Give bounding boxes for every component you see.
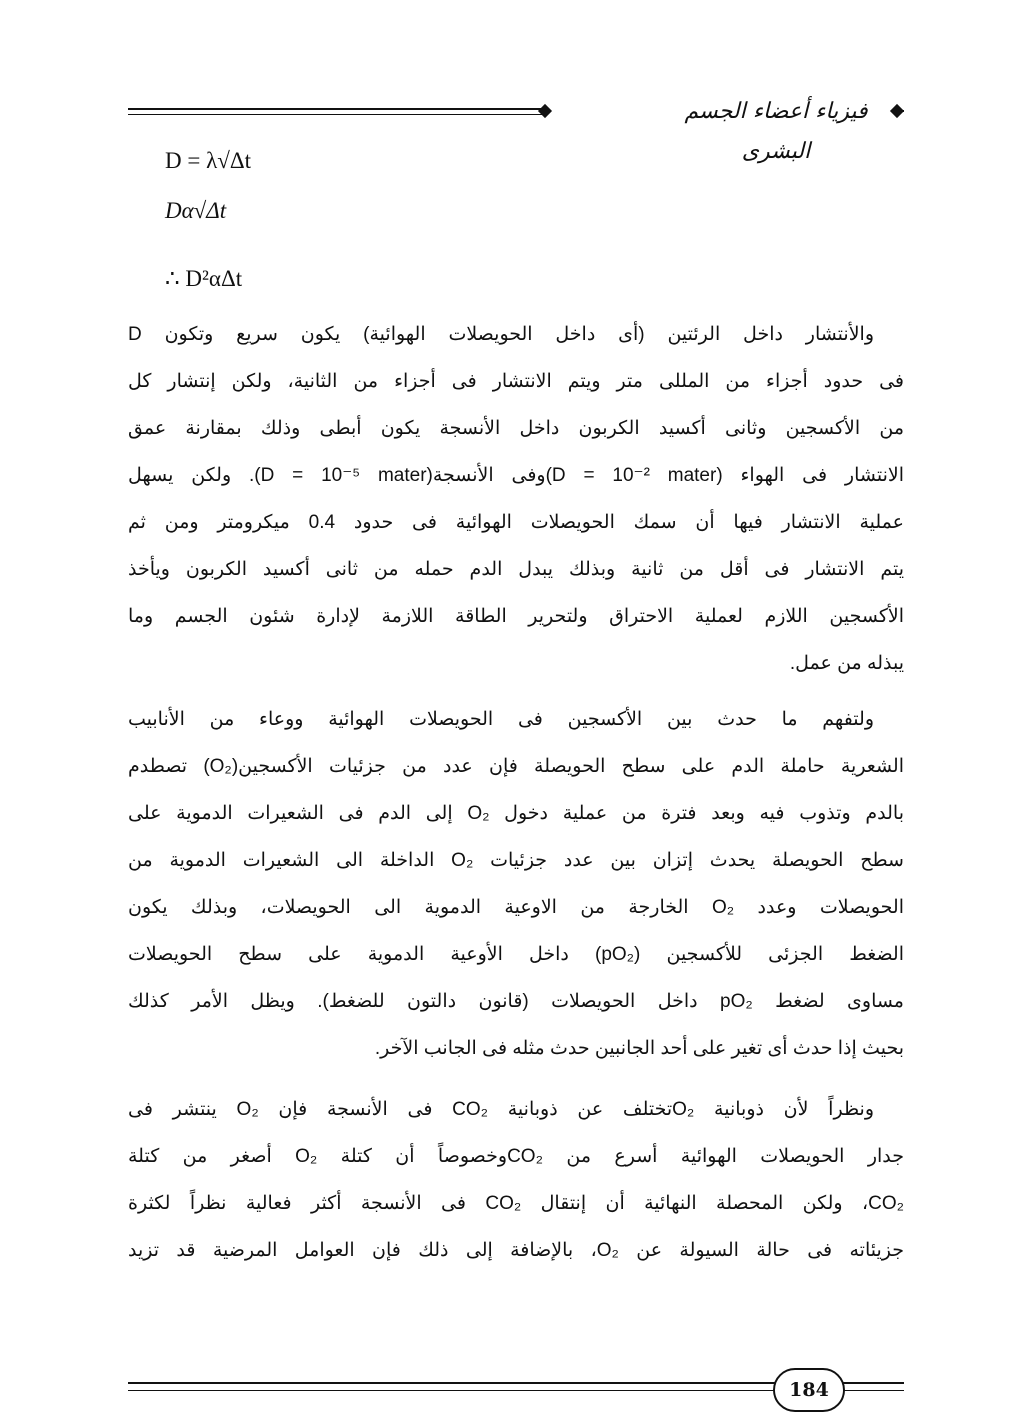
text-line: ونظراً لأن ذوبانية O₂تختلف عن ذوبانية CO₂ فى الأنسجة فإن O₂ ينتشر فى bbox=[128, 1099, 874, 1120]
text-line: الانتشار فى الهواء (D = 10⁻² mater)وفى الأنسجة(D = 10⁻⁵ mater). ولكن يسهل bbox=[128, 465, 904, 486]
text-line: الحويصلات وعدد O₂ الخارجة من الاوعية الدموية الى الحويصلات، وبذلك يكون bbox=[128, 897, 904, 918]
footer-rule-right bbox=[840, 1382, 904, 1384]
text-line: يبذله من عمل. bbox=[789, 653, 904, 674]
equation-3: ∴ D²αΔt bbox=[165, 266, 243, 291]
footer-rule-right-thin bbox=[840, 1390, 904, 1391]
equation-2: Dα√Δt bbox=[165, 198, 227, 223]
header-rule-left bbox=[128, 108, 542, 110]
text-line: فى حدود أجزاء من المللى متر ويتم الانتشار فى أجزاء من الثانية، ولكن إنتشار كل bbox=[128, 371, 904, 392]
header-rule-right bbox=[898, 110, 904, 112]
text-line: مساوى لضغط pO₂ داخل الحويصلات (قانون دالتون للضغط). ويظل الأمر كذلك bbox=[128, 991, 904, 1012]
text-line: جزيئاته فى حالة السيولة عن O₂، بالإضافة إلى ذلك فإن العوامل المرضية قد تزيد bbox=[128, 1240, 904, 1261]
text-line: سطح الحويصلة يحدث إتزان بين عدد جزئيات O₂ الداخلة الى الشعيرات الدموية من bbox=[128, 850, 904, 871]
text-line: بالدم وتذوب فيه وبعد فترة من عملية دخول O₂ إلى الدم فى الشعيرات الدموية على bbox=[128, 803, 904, 824]
text-line: الضغط الجزئى للأكسجين (pO₂) داخل الأوعية الدموية على سطح الحويصلات bbox=[128, 944, 904, 965]
paragraph-1 bbox=[128, 311, 904, 687]
header-diamond-left-icon bbox=[538, 104, 552, 118]
footer-rule-left bbox=[128, 1382, 776, 1384]
text-line: الشعرية حاملة الدم على سطح الحويصلة فإن عدد من جزئيات الأكسجين(O₂) تصطدم bbox=[128, 756, 904, 777]
paragraph-3 bbox=[128, 1086, 904, 1274]
text-line: جدار الحويصلات الهوائية أسرع من CO₂وخصوصاً أن كتلة O₂ أصغر من كتلة bbox=[128, 1146, 904, 1167]
text-line: يتم الانتشار فى أقل من ثانية وبذلك يبدل الدم حمله من ثانى أكسيد الكربون ويأخذ bbox=[128, 559, 904, 580]
text-line: CO₂، ولكن المحصلة النهائية أن إنتقال CO₂ فى الأنسجة أكثر فعالية نظراً لكثرة bbox=[128, 1193, 904, 1214]
text-line: بحيث إذا حدث أى تغير على أحد الجانبين حدث مثله فى الجانب الآخر. bbox=[374, 1038, 904, 1059]
page-footer bbox=[128, 1368, 904, 1410]
page-number: 184 bbox=[773, 1368, 845, 1412]
header-rule-left-thin bbox=[128, 114, 542, 115]
text-line: والأنتشار داخل الرئتين (أى داخل الحويصلات الهوائية) يكون سريع وتكون D bbox=[128, 324, 874, 345]
text-line: عملية الانتشار فيها أن سمك الحويصلات الهوائية فى حدود 0.4 ميكرومتر ومن ثم bbox=[128, 512, 904, 533]
text-line: الأكسجين اللازم لعملية الاحتراق ولتحرير الطاقة اللازمة لإدارة شئون الجسم وما bbox=[128, 606, 904, 627]
equation-1: D = λ√Δt bbox=[165, 148, 252, 173]
text-line: ولتفهم ما حدث بين الأكسجين فى الحويصلات الهوائية ووعاء من الأنابيب bbox=[128, 709, 874, 730]
paragraph-2 bbox=[128, 696, 904, 1072]
text-line: من الأكسجين وثانى أكسيد الكربون داخل الأنسجة يكون أبطى وذلك بمقارنة عمق bbox=[128, 418, 904, 439]
footer-rule-left-thin bbox=[128, 1390, 776, 1391]
running-title: فيزياء أعضاء الجسم البشرى bbox=[684, 99, 868, 164]
